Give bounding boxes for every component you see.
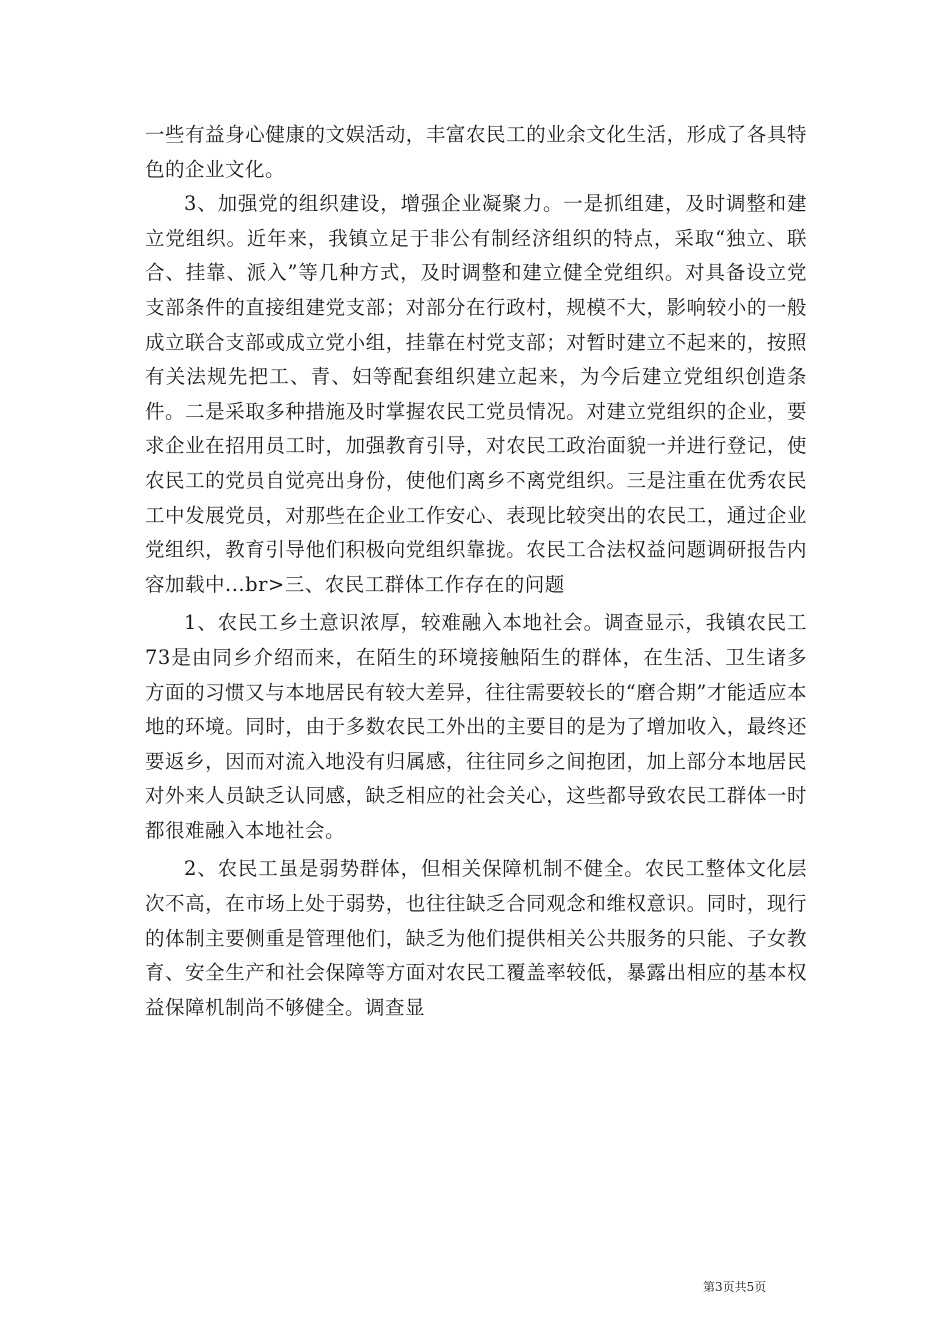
paragraph-party-building: 3、加强党的组织建设，增强企业凝聚力。一是抓组建，及时调整和建立党组织。近年来，我镇立足于非公有制经济组织的特点，采取“独立、联合、挂靠、派入”等几种方式，及时调整和建立健全党组织。对具备设立党支部条件的直接组建党支部；对部分在行政村，规模不大，影响较小的一般成立联合支部或成立党小组，挂靠在村党支部；对暂时建立不起来的，按照有关法规先把工、青、妇等配套组织建立起来，为今后建立党组织创造条件。二是采取多种措施及时掌握农民工党员情况。对建立党组织的企业，要求企业在招用员工时，加强教育引导，对农民工政治面貌一并进行登记，使农民工的党员自觉亮出身份，使他们离乡不离党组织。三是注重在优秀农民工中发展党员，对那些在企业工作安心、表现比较突出的农民工，通过企业党组织，教育引导他们积极向党组织靠拢。农民工合法权益问题调研报告内容加载中...br>三、农民工群体工作存在的问题	[145, 192, 807, 596]
document-body	[145, 118, 807, 1025]
paragraph-local-integration: 1、农民工乡土意识浓厚，较难融入本地社会。调查显示，我镇农民工73是由同乡介绍而来，在陌生的环境接触陌生的群体，在生活、卫生诸多方面的习惯又与本地居民有较大差异，往往需要较长的“磨合期”才能适应本地的环境。同时，由于多数农民工外出的主要目的是为了增加收入，最终还要返乡，因而对流入地没有归属感，往往同乡之间抱团，加上部分本地居民对外来人员缺乏认同感，缺乏相应的社会关心，这些都导致农民工群体一时都很难融入本地社会。	[145, 611, 807, 842]
paragraph-security-mechanism: 2、农民工虽是弱势群体，但相关保障机制不健全。农民工整体文化层次不高，在市场上处于弱势，也往往缺乏合同观念和维权意识。同时，现行的体制主要侧重是管理他们，缺乏为他们提供相关公共服务的只能、子女教育、安全生产和社会保障等方面对农民工覆盖率较低，暴露出相应的基本权益保障机制尚不够健全。调查显	[145, 857, 807, 1019]
page-number-footer: 第3页共5页	[703, 1280, 767, 1294]
paragraph-continuation: 一些有益身心健康的文娱活动，丰富农民工的业余文化生活，形成了各具特色的企业文化。	[145, 123, 807, 181]
